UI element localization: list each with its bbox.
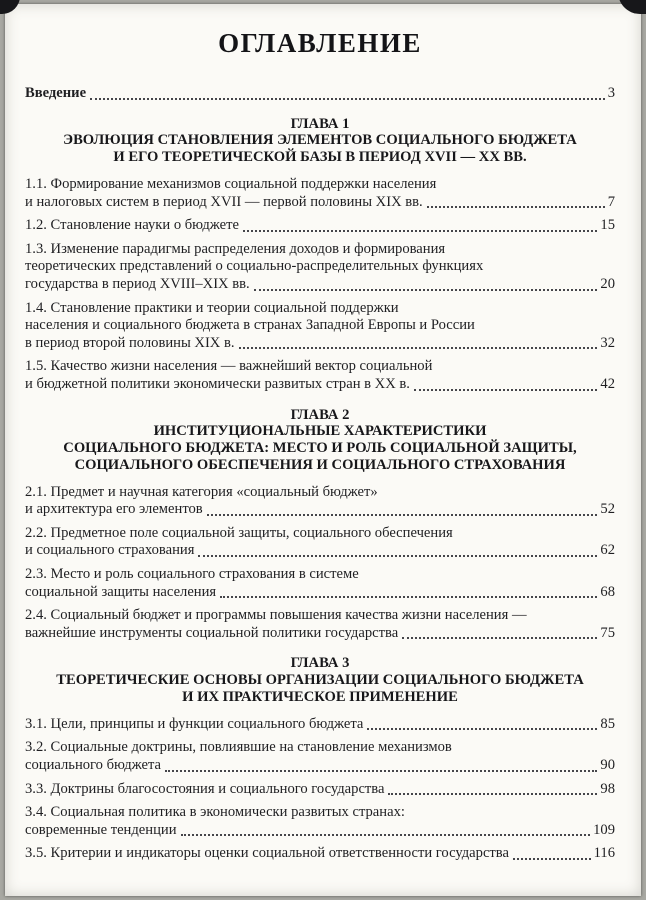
toc-entry-line: населения и социального бюджета в странах Западной Европы и России [25, 317, 475, 334]
dot-leader [220, 596, 597, 598]
toc-page-number: 20 [600, 275, 615, 292]
toc-entry-line: 1.5. Качество жизни населения — важнейший вектор социальной [25, 358, 433, 375]
toc-page-number: 90 [600, 757, 615, 774]
contents-title: ОГЛАВЛЕНИЕ [218, 28, 422, 58]
toc-entry [25, 739, 615, 774]
toc-entry [25, 358, 615, 393]
chapter-title-line: СОЦИАЛЬНОГО БЮДЖЕТА: МЕСТО И РОЛЬ СОЦИАЛЬНОЙ ЗАЩИТЫ, [63, 440, 577, 457]
toc-entry-text: социальной защиты населения [25, 583, 217, 600]
page [5, 4, 641, 896]
dot-leader [414, 389, 597, 391]
toc-entry-text: 3.1. Цели, принципы и функции социального бюджета [25, 715, 364, 732]
chapter-heading [25, 116, 615, 166]
chapter-section [25, 655, 615, 863]
toc-entry-line: 1.4. Становление практики и теории социальной поддержки [25, 299, 399, 316]
chapter-heading [25, 407, 615, 474]
chapter-heading [25, 655, 615, 705]
toc-entry [25, 566, 615, 601]
toc-entry-line: 3.4. Социальная политика в экономически развитых странах: [25, 804, 405, 821]
dot-leader [513, 858, 591, 860]
toc-entry-lastline [25, 757, 615, 775]
toc-entry-line: 2.2. Предметное поле социальной защиты, социального обеспечения [25, 524, 453, 541]
toc-entry-lastline [25, 501, 615, 519]
toc-entry-lastline [25, 194, 615, 212]
toc-entry-line: 3.2. Социальные доктрины, повлиявшие на становление механизмов [25, 739, 452, 756]
toc-page-number: 68 [600, 583, 615, 600]
dot-leader [427, 206, 605, 208]
toc-entry-text: и бюджетной политики экономически развитых стран в XX в. [25, 375, 410, 392]
toc-entry-line: 1.3. Изменение парадигмы распределения доходов и формирования [25, 240, 446, 257]
toc-entry-text: и налоговых систем в период XVII — первой половины XIX вв. [25, 193, 423, 210]
toc-entry-lastline [25, 584, 615, 602]
dot-leader [181, 834, 591, 836]
toc-entry-line: теоретических представлений о социально-распределительных функциях [25, 258, 484, 275]
toc-entry [25, 300, 615, 353]
toc-entry [25, 85, 615, 103]
toc-entry-lastline [25, 716, 615, 734]
toc-page-number: 62 [600, 542, 615, 559]
toc-entry-line: 2.4. Социальный бюджет и программы повышения качества жизни населения — [25, 607, 527, 624]
dot-leader [165, 770, 597, 772]
toc-page-number: 32 [600, 334, 615, 351]
chapter-title-line: И ЕГО ТЕОРЕТИЧЕСКОЙ БАЗЫ В ПЕРИОД XVII — XX ВВ. [113, 149, 527, 166]
dot-leader [207, 514, 598, 516]
toc-entry-lastline [25, 625, 615, 643]
toc-entry-text: важнейшие инструменты социальной политики государства [25, 624, 399, 641]
toc-entry [25, 607, 615, 642]
chapter-label: ГЛАВА 1 [290, 115, 350, 132]
toc-page-number: 109 [593, 821, 615, 838]
toc-entry [25, 176, 615, 211]
dot-leader [388, 793, 597, 795]
chapter-title-line: ТЕОРЕТИЧЕСКИЕ ОСНОВЫ ОРГАНИЗАЦИИ СОЦИАЛЬНОГО БЮДЖЕТА [56, 672, 584, 689]
toc-entry [25, 525, 615, 560]
toc-entry-lastline [25, 335, 615, 353]
toc-page-number: 75 [600, 624, 615, 641]
toc-page-number: 85 [600, 715, 615, 732]
toc-entry-line: 2.1. Предмет и научная категория «социальный бюджет» [25, 483, 378, 500]
dot-leader [367, 728, 597, 730]
chapter-section [25, 407, 615, 643]
toc-entry [25, 716, 615, 734]
chapter-title-line: ЭВОЛЮЦИЯ СТАНОВЛЕНИЯ ЭЛЕМЕНТОВ СОЦИАЛЬНОГО БЮДЖЕТА [63, 132, 577, 149]
toc-entry [25, 241, 615, 294]
toc-entry-text: в период второй половины XIX в. [25, 334, 235, 351]
toc-entry-line: 2.3. Место и роль социального страхования в системе [25, 566, 359, 583]
dot-leader [239, 347, 598, 349]
dot-leader [198, 555, 597, 557]
chapter-label: ГЛАВА 3 [290, 655, 350, 672]
toc-entry-lastline [25, 376, 615, 394]
dot-leader [254, 289, 598, 291]
chapter-title-line: СОЦИАЛЬНОГО ОБЕСПЕЧЕНИЯ И СОЦИАЛЬНОГО СТРАХОВАНИЯ [74, 456, 566, 473]
toc-entry-lastline [25, 542, 615, 560]
toc-entry-lastline [25, 822, 615, 840]
toc-entry-text: 1.2. Становление науки о бюджете [25, 217, 239, 234]
toc-entry-line: 1.1. Формирование механизмов социальной поддержки населения [25, 175, 437, 192]
dot-leader [243, 230, 597, 232]
toc-page-number: 116 [593, 845, 615, 862]
toc-entry-text: современные тенденции [25, 821, 177, 838]
toc-entry-text: социального бюджета [25, 757, 162, 774]
toc-entry-text: государства в период XVIII–XIX вв. [25, 275, 250, 292]
chapter-label: ГЛАВА 2 [290, 406, 350, 423]
toc-entry-text: и социального страхования [25, 542, 195, 559]
toc-entry [25, 804, 615, 839]
toc-page-number: 42 [600, 375, 615, 392]
toc-entry-text: 3.5. Критерии и индикаторы оценки социальной ответственности государства [25, 845, 509, 862]
toc-entry [25, 845, 615, 863]
toc-entry [25, 217, 615, 235]
toc-entry-text: 3.3. Доктрины благосостояния и социального государства [25, 780, 385, 797]
toc-page-number: 3 [607, 85, 615, 101]
toc-page-number: 7 [607, 193, 615, 210]
toc-entry [25, 484, 615, 519]
toc-entry-lastline [25, 217, 615, 235]
toc-entry-lastline [25, 276, 615, 294]
toc-entry [25, 781, 615, 799]
chapter-section [25, 116, 615, 394]
chapter-title-line: ИНСТИТУЦИОНАЛЬНЫЕ ХАРАКТЕРИСТИКИ [153, 423, 487, 440]
toc-entry-lastline [25, 85, 615, 103]
dot-leader [90, 98, 605, 100]
toc-entry-lastline [25, 781, 615, 799]
chapter-title-line: И ИХ ПРАКТИЧЕСКОЕ ПРИМЕНЕНИЕ [182, 689, 458, 706]
dot-leader [402, 637, 597, 639]
toc-entry-text: и архитектура его элементов [25, 501, 203, 518]
toc-page-number: 52 [600, 501, 615, 518]
toc-entry-text: Введение [25, 85, 87, 101]
toc-page-number: 98 [600, 780, 615, 797]
toc-entry-lastline [25, 845, 615, 863]
toc-page-number: 15 [600, 217, 615, 234]
